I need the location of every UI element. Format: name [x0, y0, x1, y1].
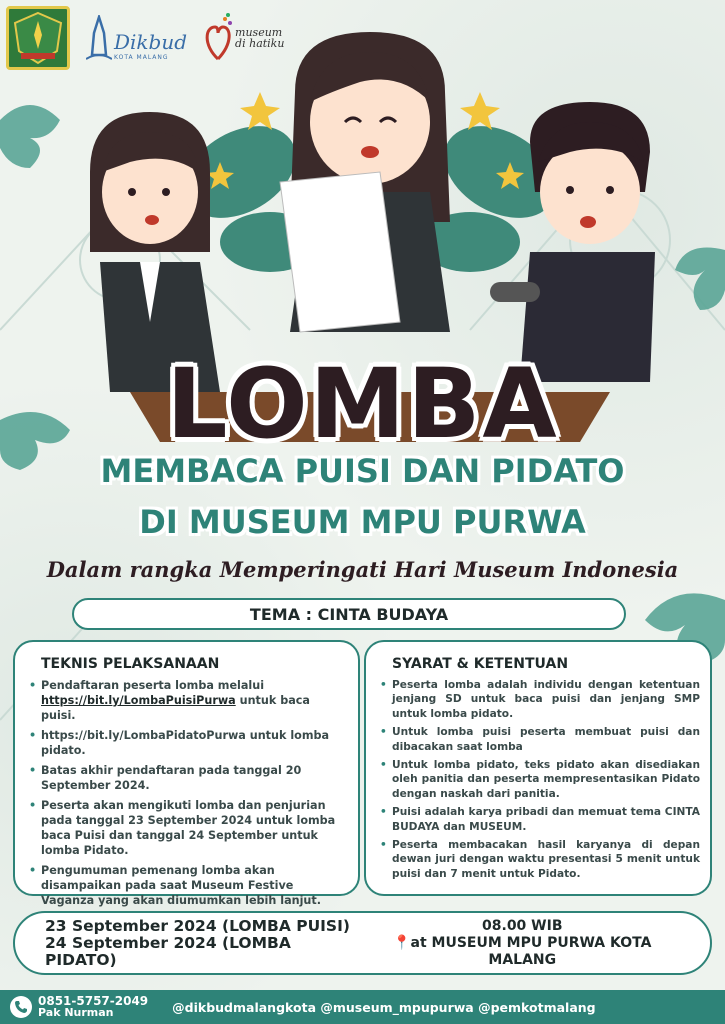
- theme-banner: TEMA : CINTA BUDAYA: [72, 598, 626, 630]
- social-handles: @dikbudmalangkota @museum_mpupurwa @pemkotmalang: [172, 999, 596, 1015]
- syarat-panel: [364, 640, 712, 896]
- phone-number[interactable]: 0851-5757-2049: [38, 994, 149, 1008]
- teknis-item1-post: untuk baca puisi.: [41, 694, 310, 722]
- list-item: • Pengumuman pemenang lomba akan disampaikan pada saat Museum Festive Vaganza yang akan diumumkan lebih lanjut.: [27, 863, 348, 908]
- list-item: [27, 728, 348, 758]
- phone-glyph-icon: [14, 1000, 28, 1014]
- schedule-box: [13, 911, 712, 975]
- list-item: • Untuk lomba puisi peserta membuat puisi dan dibacakan saat lomba: [378, 725, 700, 754]
- dikbud-sub: KOTA MALANG: [114, 54, 169, 61]
- list-item: • Puisi adalah karya pribadi dan memuat tema CINTA BUDAYA dan MUSEUM.: [378, 805, 700, 834]
- museum-line2: di hatiku: [235, 37, 285, 50]
- date-pidato: 24 September 2024 (LOMBA PIDATO): [45, 933, 291, 969]
- contact-info: [38, 995, 148, 1019]
- center-student-figure: [280, 32, 450, 332]
- teknis-title: TEKNIS PELAKSANAAN: [41, 656, 220, 672]
- subtitle-line2: DI MUSEUM MPU PURWA: [139, 503, 586, 541]
- schedule-time: 08.00 WIB: [482, 917, 563, 934]
- dikbud-word: Dikbud: [114, 30, 188, 54]
- list-item: • Peserta akan mengikuti lomba dan penjurian pada tanggal 23 September 2024 untuk lomba baca Puisi dan tanggal 24 September untuk lomba Pidato.: [27, 798, 348, 858]
- list-item: • Peserta lomba adalah individu dengan ketentuan jenjang SD untuk baca puisi dan jenjang SMP untuk lomba pidato.: [378, 678, 700, 721]
- footer-bar: [0, 990, 725, 1024]
- list-item: • Untuk lomba pidato, teks pidato akan disediakan oleh panitia dan peserta mempresentasikan Pidato dengan naskah dari panitia.: [378, 758, 700, 801]
- teknis-item2-post: untuk lomba pidato.: [41, 729, 330, 757]
- schedule-location-row: [361, 935, 684, 969]
- list-item: [27, 678, 348, 723]
- location-pin-icon: 📍: [393, 934, 411, 951]
- list-item: • Peserta membacakan hasil karyanya di depan dewan juri dengan waktu presentasi 5 menit untuk puisi dan 7 menit untuk Pidato.: [378, 838, 700, 881]
- puisi-registration-link[interactable]: https://bit.ly/LombaPuisiPurwa: [41, 694, 236, 707]
- syarat-title: SYARAT & KETENTUAN: [392, 656, 569, 672]
- date-puisi: 23 September 2024 (LOMBA PUISI): [45, 916, 350, 935]
- museum-line1: museum: [235, 26, 283, 39]
- malang-city-emblem: [6, 6, 70, 70]
- teknis-item1-text: Pendaftaran peserta lomba melalui: [41, 679, 265, 692]
- main-title: LOMBA: [166, 348, 559, 460]
- schedule-location: at MUSEUM MPU PURWA KOTA MALANG: [410, 934, 652, 968]
- teknis-panel: [13, 640, 360, 907]
- schedule-time-location: [361, 918, 684, 969]
- pidato-registration-link[interactable]: https://bit.ly/LombaPidatoPurwa: [41, 729, 246, 742]
- syarat-list: [378, 678, 700, 881]
- schedule-dates: [45, 918, 361, 969]
- emblem-shield-icon: [9, 9, 67, 67]
- tagline: Dalam rangka Memperingati Hari Museum Indonesia: [46, 557, 679, 582]
- contact-name: Pak Nurman: [38, 1006, 114, 1019]
- teknis-list: [27, 678, 348, 908]
- list-item: • Batas akhir pendaftaran pada tanggal 20 September 2024.: [27, 763, 348, 793]
- subtitle-line1: MEMBACA PUISI DAN PIDATO: [100, 452, 625, 490]
- whatsapp-icon: [10, 996, 32, 1018]
